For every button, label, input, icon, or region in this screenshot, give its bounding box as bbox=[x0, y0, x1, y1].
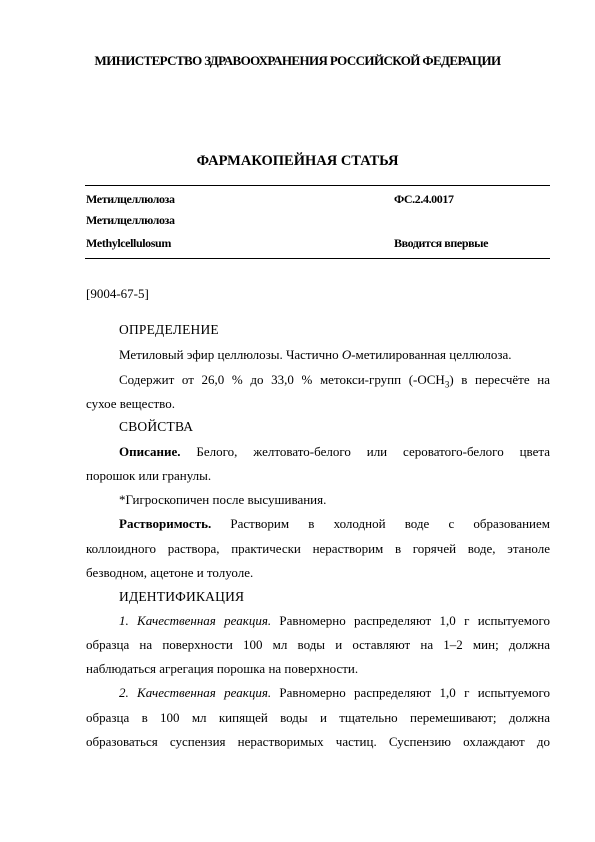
monograph-name-latin: Methylcellulosum bbox=[86, 236, 171, 250]
table-top-rule bbox=[85, 185, 550, 186]
table-bottom-rule bbox=[85, 258, 550, 259]
test-1-line-1: 1. Качественная реакция. Равномерно распределяют 1,0 г испытуемого bbox=[119, 613, 550, 628]
test-2-line-1: 2. Качественная реакция. Равномерно распределяют 1,0 г испытуемого bbox=[119, 685, 550, 700]
description-line-2: порошок или гранулы. bbox=[86, 468, 212, 483]
cas-number: [9004-67-5] bbox=[86, 286, 149, 301]
hygroscopic-note: *Гигроскопичен после высушивания. bbox=[119, 492, 327, 507]
section-heading-identification: ИДЕНТИФИКАЦИЯ bbox=[119, 589, 245, 604]
test-1-line-2: образца на поверхности 100 мл воды и оставляют на 1–2 мин; должна bbox=[86, 637, 550, 652]
document-title: ФАРМАКОПЕЙНАЯ СТАТЬЯ bbox=[196, 153, 399, 169]
description-line-1: Описание. Белого, желтовато-белого или сероватого-белого цвета bbox=[119, 444, 550, 459]
monograph-status: Вводится впервые bbox=[394, 236, 489, 250]
solubility-line-3: безводном, ацетоне и толуоле. bbox=[86, 565, 254, 580]
solubility-line-1: Растворимость. Растворим в холодной воде с образованием bbox=[119, 516, 550, 531]
test-2-line-2: образца в 100 мл кипящей воды и тщательно перемешивают; должна bbox=[86, 710, 550, 725]
definition-paragraph-2-line-1: Содержит от 26,0 % до 33,0 % метокси-групп $(-OCH_3)$ в пересчёте на bbox=[119, 372, 550, 390]
test-1-line-3: наблюдаться агрегация порошка на поверхности. bbox=[86, 661, 359, 676]
monograph-code: ФС.2.4.0017 bbox=[394, 192, 454, 206]
section-heading-properties: СВОЙСТВА bbox=[119, 419, 194, 434]
section-heading-definition: ОПРЕДЕЛЕНИЕ bbox=[119, 322, 219, 337]
test-2-line-3: образоваться суспензия нерастворимых частиц. Суспензию охлаждают до bbox=[86, 734, 550, 749]
definition-paragraph-2-line-2: сухое вещество. bbox=[86, 396, 175, 411]
monograph-name-ru: Метилцеллюлоза bbox=[86, 192, 175, 206]
solubility-line-2: коллоидного раствора, практически нерастворим в горячей воде, этаноле bbox=[86, 541, 550, 556]
monograph-name-ru-2: Метилцеллюлоза bbox=[86, 213, 175, 227]
ministry-header: МИНИСТЕРСТВО ЗДРАВООХРАНЕНИЯ РОССИЙСКОЙ ФЕДЕРАЦИИ bbox=[94, 53, 501, 68]
definition-paragraph-1: Метиловый эфир целлюлозы. Частично O-метилированная целлюлоза. bbox=[119, 347, 512, 362]
